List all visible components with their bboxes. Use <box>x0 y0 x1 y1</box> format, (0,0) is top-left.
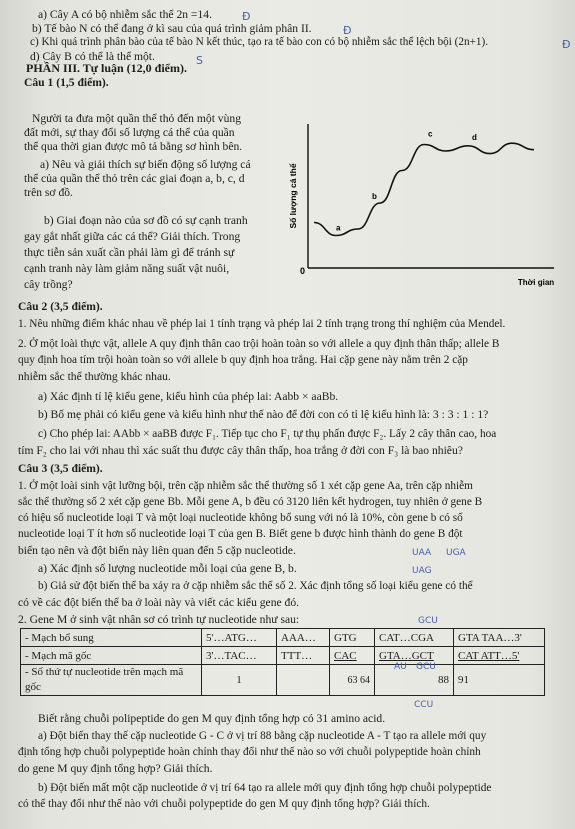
q3-a: a) Xác định số lượng nucleotide mỗi loại của gene B, b. <box>38 562 297 575</box>
table-cell: 63 64 <box>330 665 375 696</box>
table-cell: 91 <box>454 665 545 696</box>
option-b: b) Tế bào N có thể đang ở kì sau của quá trình giảm phân II. <box>32 22 312 35</box>
q1-intro-3: thể qua thời gian được mô tả bằng sơ hình bên. <box>24 140 243 153</box>
x-axis-label: Thời gian <box>517 278 555 287</box>
note-ccu: CCU <box>414 700 434 710</box>
q1-a-3: trên sơ đồ. <box>24 186 73 199</box>
note-au: AU <box>394 662 407 672</box>
table-row <box>21 629 545 647</box>
table-row <box>21 665 545 696</box>
mark-c: Đ <box>562 38 571 51</box>
q1-b-5: cây trồng? <box>24 278 73 291</box>
q2-c-1: c) Cho phép lai: AAbb × aaBB được F₁. Tiếp tục cho F₁ tự thụ phấn được F₂. Lấy 2 cây thân cao, hoa <box>38 428 497 440</box>
table-cell: - Số thứ tự nucleotide trên mạch mã gốc <box>21 665 202 696</box>
table-row <box>21 647 545 665</box>
table-cell <box>277 665 330 696</box>
q3-b-2: có về các đột biến thể ba ở loài này và viết các kiểu gene đó. <box>18 596 300 609</box>
table-cell: CAC <box>330 647 375 665</box>
q2-item2-2: quy định hoa tím trội hoàn toàn so với allele b quy định hoa trắng. Hai cặp gene này nằm trên 2 cặp <box>18 354 468 366</box>
q2-item2-3: nhiễm sắc thể thường khác nhau. <box>18 370 171 383</box>
q3-2b-1: b) Đột biến mất một cặp nucleotide ở vị trí 64 tạo ra allele mới quy định tổng hợp chuỗi polypeptide <box>38 782 492 794</box>
table-cell: GTG <box>330 629 375 647</box>
phase-label-a: a <box>336 223 341 233</box>
q3-2a-1: a) Đột biến thay thế cặp nucleotide G - C ở vị trí 88 bằng cặp nucleotide A - T tạo ra allele mới quy <box>38 730 487 742</box>
q3-2a-3: do gene M quy định tổng hợp? Giải thích. <box>18 762 213 775</box>
origin-label: 0 <box>300 266 306 276</box>
q3-note: Biết rằng chuỗi polipeptide do gen M quy định tổng hợp có 31 amino acid. <box>38 712 386 725</box>
phase-label-d: d <box>472 132 477 142</box>
population-curve <box>314 143 534 235</box>
q3-2b-2: có thể thay đổi như thế nào với chuỗi polypeptide do gen M quy định tổng hợp? Giải thích. <box>18 798 430 810</box>
q3-b-1: b) Giả sử đột biến thể ba xảy ra ở cặp nhiễm sắc thể số 2. Xác định tổng số loại kiểu gene có thể <box>38 580 473 592</box>
q2-c-2: tím F₂ cho lai với nhau thì xác suất thu được cây thân thấp, hoa trắng ở đời con F₃ là bao nhiêu? <box>18 444 463 457</box>
table-cell: CAT ATT…5' <box>454 647 545 665</box>
q2-item2-1: 2. Ở một loài thực vật, allele A quy định thân cao trội hoàn toàn so với allele a quy định thân thấp; allele B <box>18 338 500 350</box>
q2-b: b) Bố mẹ phải có kiểu gene và kiểu hình như thế nào để đời con có tỉ lệ kiểu hình là: 3 : 3 : 1 : 1? <box>38 408 489 421</box>
q1-intro-1: Người ta đưa một quần thể thỏ đến một vùng <box>32 112 241 125</box>
gene-sequence-table <box>20 628 545 696</box>
table-cell: GTA TAA…3' <box>454 629 545 647</box>
mark-a: Đ <box>242 10 251 23</box>
population-chart <box>284 118 564 298</box>
q3-item1-3: có hiệu số nucleotide loại T và một loại nucleotide không bổ sung với nó là 10%, còn gene b có số <box>18 512 463 524</box>
phase-label-b: b <box>372 192 377 201</box>
note-uaa: UAA <box>412 548 432 558</box>
table-cell: - Mạch mã gốc <box>21 647 202 665</box>
table-cell: - Mạch bổ sung <box>21 629 202 647</box>
q3-item2: 2. Gene M ở sinh vật nhân sơ có trình tự nucleotide như sau: <box>18 613 300 626</box>
q3-item1-1: 1. Ở một loài sinh vật lưỡng bội, trên cặp nhiễm sắc thể thường số 1 xét cặp gene Aa, trên cặp nhiễm <box>18 480 473 492</box>
table-cell: 5'…ATG… <box>202 629 277 647</box>
table-cell: 1 <box>202 665 277 696</box>
q2-item1: 1. Nêu những điểm khác nhau về phép lai 1 tính trạng và phép lai 2 tính trạng trong thí nghiệm của Mendel. <box>18 318 506 330</box>
q3-title: Câu 3 (3,5 điểm). <box>18 462 103 475</box>
table-cell: CAT…CGA <box>375 629 454 647</box>
q3-item1-5: biến tạo nên và đột biến này liên quan đến 5 cặp nucleotide. <box>18 544 296 557</box>
q1-a-2: thể của quần thể thỏ trên các giai đoạn a, b, c, d <box>24 172 245 185</box>
q1-b-2: gay gắt nhất giữa các cá thể? Giải thích. Trong <box>24 230 241 243</box>
table-cell: 3'…TAC… <box>202 647 277 665</box>
option-c: c) Khi quá trình phân bào của tế bào N kết thúc, tạo ra tế bào con có bộ nhiễm sắc thể lệch bội (2n+1). <box>30 36 489 48</box>
mark-d: S <box>196 54 203 67</box>
note-gcu-2: GCU <box>416 662 436 672</box>
y-axis-label: Số lượng cá thể <box>288 163 298 229</box>
table-cell: TTT… <box>277 647 330 665</box>
table-cell: AAA… <box>277 629 330 647</box>
q1-b-4: cạnh tranh này làm giảm năng suất vật nuôi, <box>24 262 230 275</box>
mark-b: Đ <box>343 24 352 37</box>
note-gcu-1: GCU <box>418 616 438 626</box>
q1-b-3: thực tiễn sản xuất cần phải làm gì để tránh sự <box>24 246 235 259</box>
q3-item1-2: sắc thể thường số 2 xét cặp gene Bb. Mỗi gene A, b đều có 3120 liên kết hydrogen, tuy nhiên ở gene B <box>18 496 483 508</box>
q3-item1-4: nucleotide loại T ít hơn số nucleotide loại T của gen B. Biết gene b được hình thành do gene B đột <box>18 528 463 540</box>
q2-a: a) Xác định tỉ lệ kiểu gene, kiểu hình của phép lai: Aabb × aaBb. <box>38 390 339 403</box>
q1-a-1: a) Nêu và giải thích sự biến động số lượng cá <box>40 158 251 171</box>
table-cell: 88 <box>375 665 454 696</box>
option-a: a) Cây A có bộ nhiễm sắc thể 2n =14. <box>38 8 212 21</box>
phase-label-c: c <box>428 129 433 139</box>
q2-title: Câu 2 (3,5 điểm). <box>18 300 103 313</box>
q3-2a-2: định tổng hợp chuỗi polypeptide hoàn chỉnh thay đổi như thế nào so với chuỗi polypeptide hoàn chỉnh <box>18 746 481 758</box>
note-uag: UAG <box>412 566 432 576</box>
option-d: d) Cây B có thể là thể một. <box>30 50 155 63</box>
note-uga: UGA <box>446 548 466 558</box>
q1-title: Câu 1 (1,5 điểm). <box>24 76 109 89</box>
q1-b-1: b) Giai đoạn nào của sơ đồ có sự cạnh tranh <box>44 214 248 227</box>
part3-title: PHẦN III. Tự luận (12,0 điểm). <box>26 61 187 75</box>
table-cell: GTA…GCT <box>375 647 454 665</box>
q1-intro-2: đất mới, sự thay đổi số lượng cá thể của quần <box>24 126 235 139</box>
